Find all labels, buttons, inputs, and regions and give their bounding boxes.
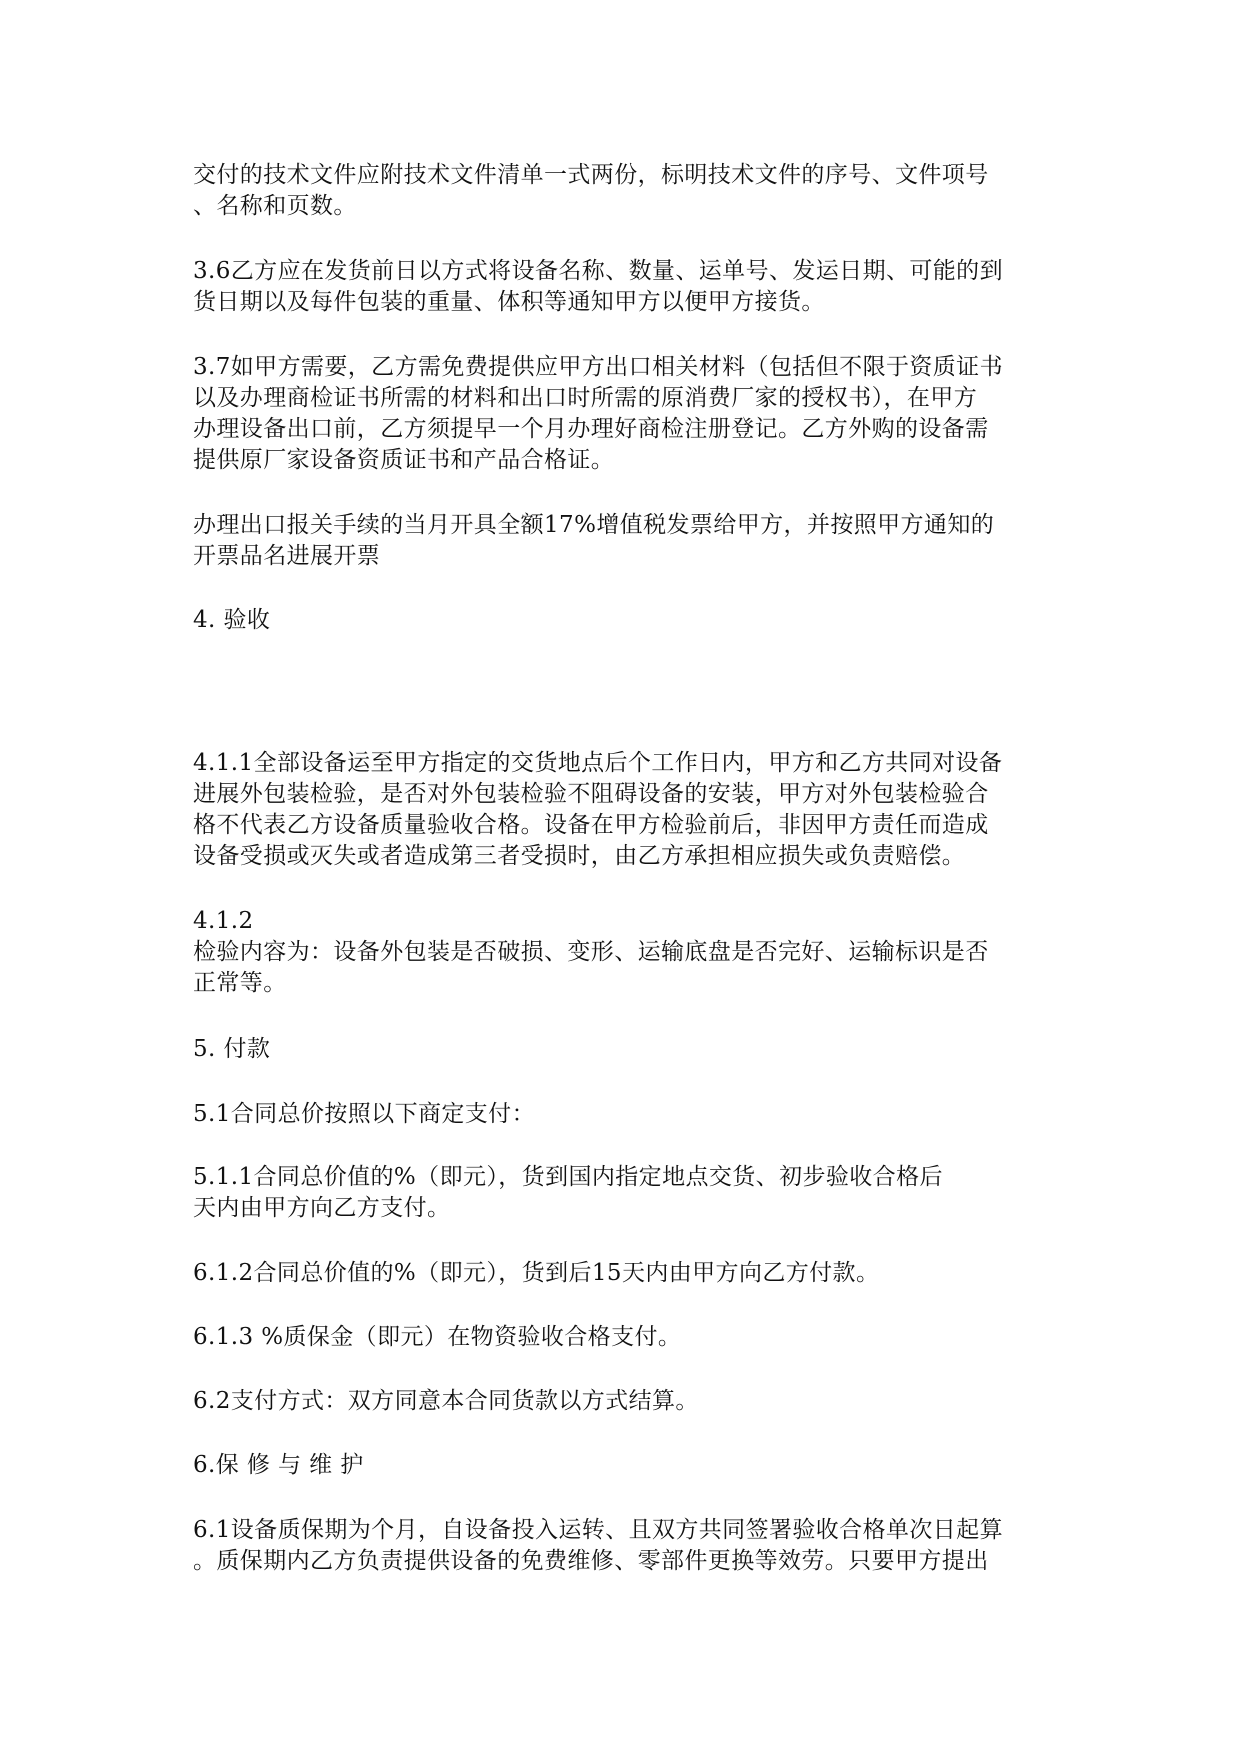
text-line: 提供原厂家设备资质证书和产品合格证。 xyxy=(193,447,615,473)
text-line: 6.1.3 %质保金（即元）在物资验收合格支付。 xyxy=(193,1324,682,1350)
text-line: 4.1.1全部设备运至甲方指定的交货地点后个工作日内，甲方和乙方共同对设备 xyxy=(193,750,1003,776)
text-line: 天内由甲方向乙方支付。 xyxy=(193,1195,451,1221)
text-line: 货日期以及每件包装的重量、体积等通知甲方以便甲方接货。 xyxy=(193,289,825,315)
text-line: 。质保期内乙方负责提供设备的免费维修、零部件更换等效劳。只要甲方提出 xyxy=(193,1548,989,1574)
text-line: 6.1设备质保期为个月，自设备投入运转、且双方共同签署验收合格单次日起算 xyxy=(193,1517,1003,1543)
text-line: 办理出口报关手续的当月开具全额17%增值税发票给甲方，并按照甲方通知的 xyxy=(193,512,995,538)
text-line: 、名称和页数。 xyxy=(193,193,357,219)
section-heading: 5. 付款 xyxy=(193,1036,271,1062)
text-line: 正常等。 xyxy=(193,970,287,996)
section-heading: 4. 验收 xyxy=(193,607,271,633)
text-line: 4.1.2 xyxy=(193,908,254,934)
text-line: 检验内容为：设备外包装是否破损、变形、运输底盘是否完好、运输标识是否 xyxy=(193,939,989,965)
text-line: 5.1合同总价按照以下商定支付： xyxy=(193,1101,535,1127)
text-line: 进展外包装检验，是否对外包装检验不阻碍设备的安装，甲方对外包装检验合 xyxy=(193,781,989,807)
text-line: 6.2支付方式：双方同意本合同货款以方式结算。 xyxy=(193,1388,699,1414)
text-line: 开票品名进展开票 xyxy=(193,543,381,569)
text-line: 3.6乙方应在发货前日以方式将设备名称、数量、运单号、发运日期、可能的到 xyxy=(193,258,1003,284)
text-line: 以及办理商检证书所需的材料和出口时所需的原消费厂家的授权书），在甲方 xyxy=(193,385,978,411)
text-line: 格不代表乙方设备质量验收合格。设备在甲方检验前后，非因甲方责任而造成 xyxy=(193,812,989,838)
text-line: 6.1.2合同总价值的%（即元），货到后15天内由甲方向乙方付款。 xyxy=(193,1260,880,1286)
text-line: 办理设备出口前，乙方须提早一个月办理好商检注册登记。乙方外购的设备需 xyxy=(193,416,989,442)
text-line: 设备受损或灭失或者造成第三者受损时，由乙方承担相应损失或负责赔偿。 xyxy=(193,843,966,869)
text-line: 交付的技术文件应附技术文件清单一式两份，标明技术文件的序号、文件项号 xyxy=(193,162,989,188)
text-line: 5.1.1合同总价值的%（即元），货到国内指定地点交货、初步验收合格后 xyxy=(193,1164,943,1190)
section-heading: 6.保 修 与 维 护 xyxy=(193,1452,364,1478)
text-line: 3.7如甲方需要，乙方需免费提供应甲方出口相关材料（包括但不限于资质证书 xyxy=(193,354,1003,380)
